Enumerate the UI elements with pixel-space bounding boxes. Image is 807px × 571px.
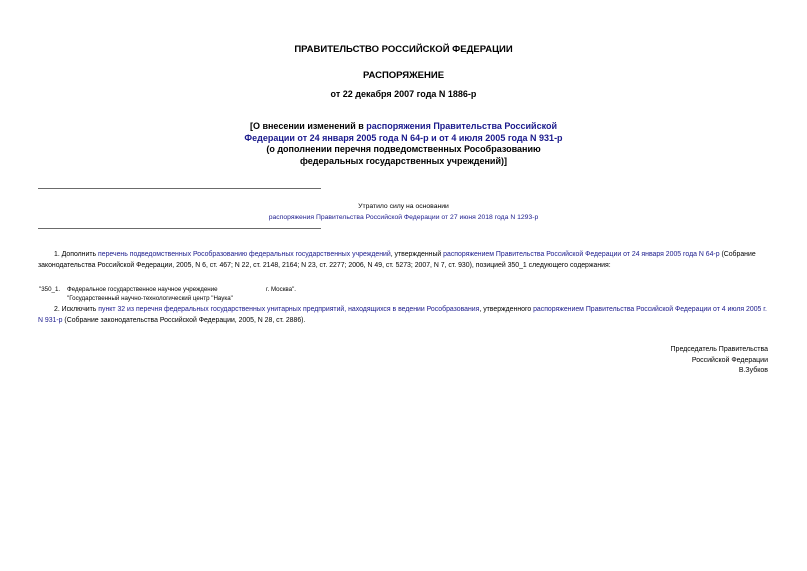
insert-line-1: Федеральное государственное научное учреждение [67,286,218,293]
date-number-heading: от 22 декабря 2007 года N 1886-р [330,89,477,99]
signature-block [671,345,768,377]
insert-line-2: "Государственный научно-технологический центр "Наука" [67,295,233,302]
insert-number: "350_1. [39,286,61,293]
separator-line-bottom [38,228,321,229]
paragraph-2-mid: , утвержденного [479,306,534,313]
paragraph-2-item-link[interactable]: пункт 32 из перечня федеральных государственных унитарных предприятий, находящихся в ведении Рособразования [98,306,480,313]
paragraph-1-prefix: 1. Дополнить [54,251,98,258]
paragraph-1-tail: (Собрание законодательства Российской Федерации, 2005, N 6, ст. 467; N 22, ст. 2148, 2164; N 23, ст. 2277; 2006, N 49, ст. 5273; 2007, N 7, ст. 930), позицией 350_1 следующего содержания: [38,251,756,269]
void-notice-text: Утратило силу на основании [358,203,449,210]
paragraph-2-order-link[interactable]: распоряжением Правительства Российской Федерации от 4 июля 2005 г. N 931-р [38,306,767,324]
signature-position: Председатель Правительства [670,346,768,353]
void-notice [180,202,627,223]
paragraph-1-order-link[interactable]: распоряжением Правительства Российской Федерации от 24 января 2005 года N 64-р [443,251,720,258]
separator-line-top [38,188,321,189]
government-heading: ПРАВИТЕЛЬСТВО РОССИЙСКОЙ ФЕДЕРАЦИИ [294,44,513,55]
paragraph-1-mid: , утвержденный [390,251,444,258]
title-amended-acts-link[interactable]: распоряжения Правительства Российской Федерации от 24 января 2005 года N 64-р и от 4 июля 2005 года N 931-р [244,121,563,143]
void-notice-link[interactable]: распоряжения Правительства Российской Федерации от 27 июня 2018 года N 1293-р [268,213,539,221]
insert-city: г. Москва". [266,286,296,293]
paragraph-1-list-link[interactable]: перечень подведомственных Рособразованию федеральных государственных учреждений [98,251,391,258]
doc-type-heading: РАСПОРЯЖЕНИЕ [362,70,445,81]
title-suffix: (о дополнении перечня подведомственных Рособразованию федеральных государственных учреждений)] [266,144,541,166]
paragraph-2-tail: (Собрание законодательства Российской Федерации, 2005, N 28, ст. 2886). [62,316,306,324]
paragraph-2 [38,305,770,326]
signature-government: Российской Федерации [691,356,768,364]
paragraph-2-prefix: 2. Исключить [54,306,99,313]
paragraph-1 [38,250,770,271]
title-prefix: [О внесении изменений в [249,121,367,131]
signature-name: В.Зубков [738,367,768,374]
document-title [240,121,567,167]
